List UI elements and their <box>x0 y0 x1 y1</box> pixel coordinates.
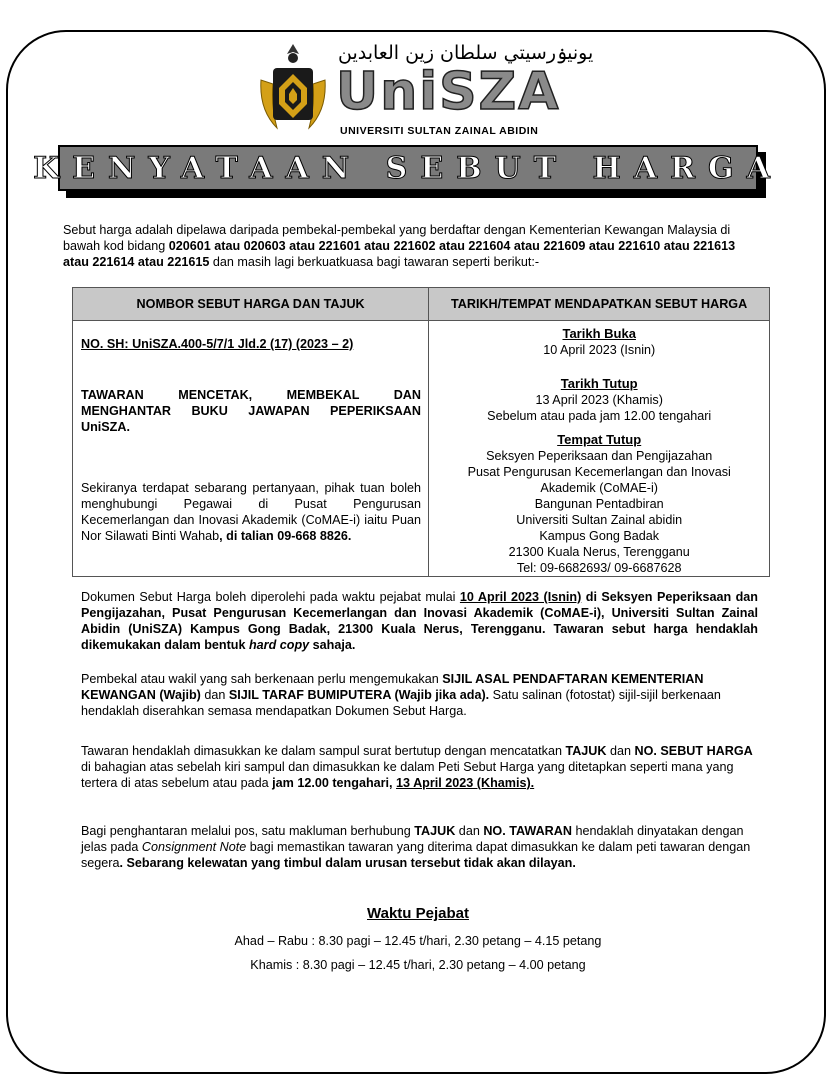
para3-time: jam 12.00 tengahari, <box>272 776 397 790</box>
open-date: 10 April 2023 (Isnin) <box>543 343 656 357</box>
close-time: Sebelum atau pada jam 12.00 tengahari <box>487 409 712 423</box>
table-cell-left <box>73 321 429 577</box>
para1-date: 10 April 2023 (Isnin) <box>459 590 582 604</box>
place-label: Tempat Tutup <box>557 432 642 447</box>
para3-number: NO. SEBUT HARGA <box>634 744 753 758</box>
close-date-label: Tarikh Tutup <box>560 376 638 391</box>
university-name: UNIVERSITI SULTAN ZAINAL ABIDIN <box>340 125 539 137</box>
reference-number: NO. SH: UniSZA.400-5/7/1 Jld.2 (17) (2023 – 2) <box>81 337 354 351</box>
field-codes: 020601 atau 020603 atau 221601 atau 221602 atau 221604 atau 221609 atau 221610 atau 221613 atau 221614 atau 221615 <box>63 239 736 269</box>
para2-mof-cert: SIJIL ASAL PENDAFTARAN KEMENTERIAN KEWANGAN (Wajib) <box>81 672 704 702</box>
enquiry-phone: , di talian 09-668 8826. <box>219 529 352 543</box>
place-line: Universiti Sultan Zainal abidin <box>516 513 683 527</box>
quotation-table <box>72 287 770 577</box>
place-line: Kampus Gong Badak <box>539 529 660 543</box>
para2-and: dan <box>200 688 229 702</box>
postal-paragraph <box>81 823 758 871</box>
para4-title: TAJUK <box>414 824 456 838</box>
place-line: Bangunan Pentadbiran <box>534 497 664 511</box>
dates-block <box>429 326 769 576</box>
para1-end: sahaja. <box>309 638 356 652</box>
arabic-name: يونيۏرسيتي سلطان زين العابدين <box>338 42 594 64</box>
open-date-label: Tarikh Buka <box>562 326 636 341</box>
para3-text: Tawaran hendaklah dimasukkan ke dalam sampul surat bertutup dengan mencatatkan <box>81 744 566 758</box>
intro-paragraph <box>63 222 763 270</box>
place-line: Pusat Pengurusan Kecemerlangan dan Inovasi <box>467 465 731 479</box>
para2-bumi-cert: SIJIL TARAF BUMIPUTERA (Wajib jika ada). <box>228 688 490 702</box>
para1-text: Dokumen Sebut Harga boleh diperolehi pada waktu pejabat mulai <box>81 590 460 604</box>
table-cell-right <box>429 321 770 577</box>
place-line: 21300 Kuala Nerus, Terengganu <box>508 545 690 559</box>
intro-text-end: dan masih lagi berkuatkuasa bagi tawaran seperti berikut:- <box>209 255 540 269</box>
para4-consignment: Consignment Note <box>141 840 247 854</box>
para2-text: Pembekal atau wakil yang sah berkenaan perlu mengemukakan <box>81 672 443 686</box>
submission-paragraph <box>81 743 758 791</box>
table-header-right: TARIKH/TEMPAT MENDAPATKAN SEBUT HARGA <box>429 288 770 321</box>
crest-icon <box>253 40 333 140</box>
table-header-left: NOMBOR SEBUT HARGA DAN TAJUK <box>73 288 429 321</box>
para4-text: Bagi penghantaran melalui pos, satu makluman berhubung <box>81 824 415 838</box>
para4-number: NO. TAWARAN <box>483 824 572 838</box>
para3-and: dan <box>606 744 635 758</box>
title-banner <box>33 145 783 191</box>
para4-warning: . Sebarang kelewatan yang timbul dalam urusan tersebut tidak akan dilayan. <box>119 856 576 870</box>
office-hours-thursday: Khamis : 8.30 pagi – 12.45 t/hari, 2.30 petang – 4.00 petang <box>250 958 586 972</box>
para4-purpose: bagi memastikan tawaran yang diterima dapat dimasukkan ke dalam peti tawaran dengan segera <box>81 840 751 870</box>
document-availability-paragraph <box>81 589 758 653</box>
place-line: Seksyen Peperiksaan dan Pengijazahan <box>486 449 713 463</box>
para3-date: 13 April 2023 (Khamis). <box>396 776 535 790</box>
para1-location: di Seksyen Peperiksaan dan Pengijazahan, Pusat Pengurusan Kecemerlangan dan Inovasi Akademik (CoMAE-i), Universiti Sultan Zainal Abidin (UniSZA) Kampus Gong Badak, 21300 Kuala Nerus, Terengganu <box>81 590 759 636</box>
para3-instructions: di bahagian atas sebelah kiri sampul dan dimasukkan ke dalam Peti Sebut Harga yang ditetapkan seperti mana yang tertera di atas sebelum atau pada <box>81 760 734 790</box>
office-hours-title: Waktu Pejabat <box>367 905 469 922</box>
office-hours-weekdays: Ahad – Rabu : 8.30 pagi – 12.45 t/hari, 2.30 petang – 4.15 petang <box>234 934 602 948</box>
certificate-paragraph <box>81 671 758 719</box>
unisza-logo <box>253 40 594 140</box>
enquiry-text: Sekiranya terdapat sebarang pertanyaan, pihak tuan boleh menghubungi Pegawai di Pusat Pengurusan Kecemerlangan dan Inovasi Akademik (CoMAE-i) iaitu Puan Nor Silawati Binti Wahab <box>81 481 421 543</box>
para1-submission: . Tawaran sebut harga hendaklah dikemukakan dalam bentuk <box>81 622 759 652</box>
intro-text: Sebut harga adalah dipelawa daripada pembekal-pembekal yang berdaftar dengan Kementerian Kewangan Malaysia di bawah kod bidang <box>63 223 731 253</box>
brand-wordmark: UniSZA <box>336 62 561 122</box>
para2-end: Satu salinan (fotostat) sijil-sijil berkenaan hendaklah diserahkan semasa mendapatkan Dokumen Sebut Harga. <box>81 688 721 718</box>
para4-instruction: hendaklah dinyatakan dengan jelas pada <box>81 824 744 854</box>
para3-title: TAJUK <box>565 744 607 758</box>
close-date: 13 April 2023 (Khamis) <box>535 393 663 407</box>
tender-title: TAWARAN MENCETAK, MEMBEKAL DAN MENGHANTAR BUKU JAWAPAN PEPERIKSAAN UniSZA. <box>81 388 421 434</box>
para1-hard-copy: hard copy <box>248 638 310 652</box>
para4-and: dan <box>455 824 484 838</box>
place-line: Akademik (CoMAE-i) <box>540 481 658 495</box>
enquiry-paragraph <box>81 480 421 544</box>
place-line-phone: Tel: 09-6682693/ 09-6687628 <box>516 561 682 575</box>
page-title: KENYATAAN SEBUT HARGA <box>33 150 783 186</box>
